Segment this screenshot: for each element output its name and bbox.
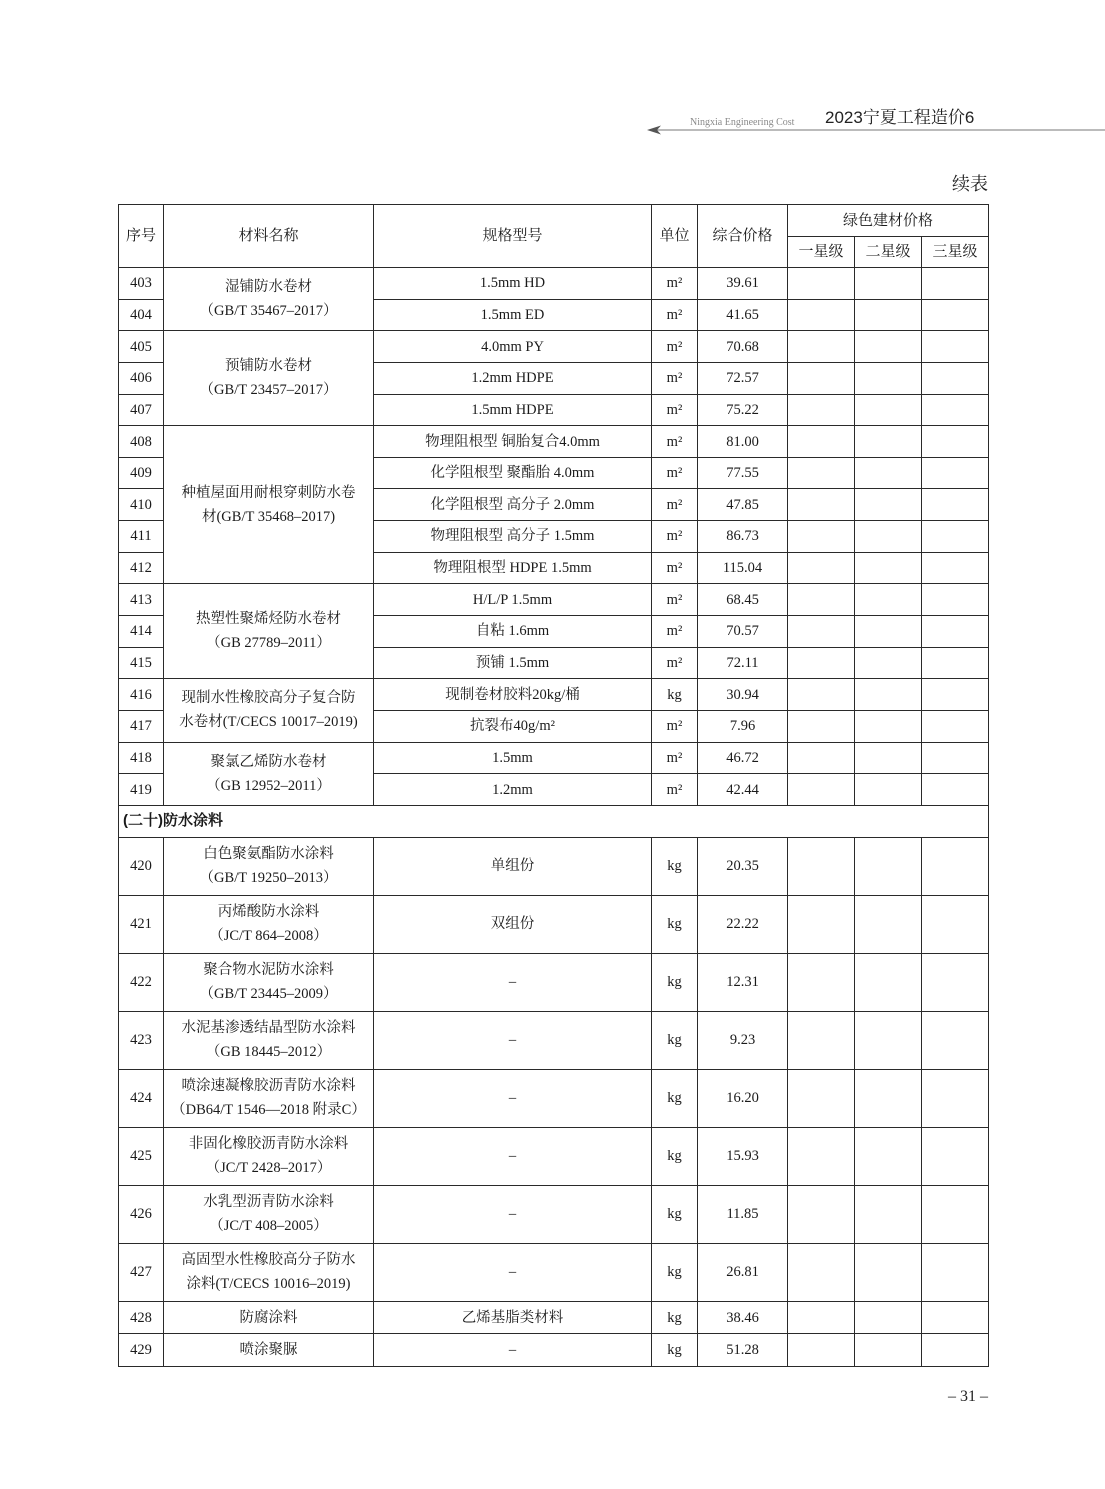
- star3-price-cell: [922, 521, 989, 553]
- price-cell: 115.04: [698, 552, 788, 584]
- material-name-line: （JC/T 2428–2017）: [205, 1160, 332, 1177]
- spec-cell: 抗裂布40g/m²: [374, 710, 652, 742]
- material-name-line: 喷涂速凝橡胶沥青防水涂料: [181, 1078, 356, 1095]
- spec-cell: 自粘 1.6mm: [374, 616, 652, 648]
- row-number-cell: 419: [119, 774, 164, 806]
- material-name-line: 现制水性橡胶高分子复合防: [181, 690, 356, 707]
- material-name-line: 涂料(T/CECS 10016–2019): [186, 1276, 351, 1293]
- star2-price-cell: [855, 1301, 922, 1334]
- col-header-star1: 一星级: [788, 237, 855, 268]
- spec-cell: 预铺 1.5mm: [374, 647, 652, 679]
- spec-cell: 物理阻根型 高分子 1.5mm: [374, 521, 652, 553]
- header-row: [119, 205, 989, 237]
- running-header-english: Ningxia Engineering Cost: [690, 117, 795, 128]
- price-cell: 26.81: [698, 1243, 788, 1301]
- unit-cell: kg: [652, 1243, 698, 1301]
- price-cell: 81.00: [698, 426, 788, 458]
- table-row: [119, 1069, 989, 1127]
- star2-price-cell: [855, 457, 922, 489]
- star1-price-cell: [788, 774, 855, 806]
- material-name-line: 预铺防水卷材: [225, 358, 312, 375]
- col-header-green-price: 绿色建材价格: [788, 205, 989, 237]
- material-name-cell: [164, 426, 374, 584]
- star3-price-cell: [922, 647, 989, 679]
- star2-price-cell: [855, 1243, 922, 1301]
- material-name-cell: [164, 837, 374, 895]
- section-title: (二十)防水涂料: [119, 805, 989, 837]
- material-name-cell: [164, 268, 374, 331]
- table-row: [119, 895, 989, 953]
- row-number-cell: 421: [119, 895, 164, 953]
- material-name-cell: [164, 953, 374, 1011]
- material-name-line: 湿铺防水卷材: [225, 279, 312, 296]
- material-name-line: （GB 12952–2011）: [206, 777, 331, 794]
- material-price-table: [118, 204, 989, 1367]
- star1-price-cell: [788, 710, 855, 742]
- col-header-spec: 规格型号: [374, 205, 652, 268]
- star3-price-cell: [922, 679, 989, 711]
- star3-price-cell: [922, 1127, 989, 1185]
- star3-price-cell: [922, 362, 989, 394]
- spec-cell: 双组份: [374, 895, 652, 953]
- star1-price-cell: [788, 1301, 855, 1334]
- section-row: [119, 805, 989, 837]
- material-name-cell: [164, 1011, 374, 1069]
- star3-price-cell: [922, 489, 989, 521]
- unit-cell: m²: [652, 647, 698, 679]
- running-header-title: 2023宁夏工程造价6: [825, 108, 975, 127]
- material-name-line: （GB/T 23457–2017）: [199, 382, 338, 399]
- spec-cell: 现制卷材胶料20kg/桶: [374, 679, 652, 711]
- row-number-cell: 426: [119, 1185, 164, 1243]
- material-name-cell: [164, 742, 374, 805]
- spec-cell: –: [374, 1069, 652, 1127]
- star1-price-cell: [788, 647, 855, 679]
- price-cell: 46.72: [698, 742, 788, 774]
- price-cell: 72.57: [698, 362, 788, 394]
- row-number-cell: 408: [119, 426, 164, 458]
- price-cell: 70.68: [698, 331, 788, 363]
- star2-price-cell: [855, 1127, 922, 1185]
- unit-cell: kg: [652, 837, 698, 895]
- unit-cell: m²: [652, 457, 698, 489]
- star2-price-cell: [855, 584, 922, 616]
- star2-price-cell: [855, 1185, 922, 1243]
- row-number-cell: 427: [119, 1243, 164, 1301]
- star2-price-cell: [855, 268, 922, 300]
- unit-cell: m²: [652, 331, 698, 363]
- material-name-line: 种植屋面用耐根穿刺防水卷: [181, 484, 356, 501]
- unit-cell: m²: [652, 521, 698, 553]
- table-row: [119, 1185, 989, 1243]
- star1-price-cell: [788, 1334, 855, 1367]
- material-name-line: 聚合物水泥防水涂料: [203, 962, 334, 979]
- price-cell: 38.46: [698, 1301, 788, 1334]
- table-body: [119, 268, 989, 1367]
- star3-price-cell: [922, 394, 989, 426]
- table-row: [119, 837, 989, 895]
- unit-cell: m²: [652, 552, 698, 584]
- star2-price-cell: [855, 1011, 922, 1069]
- material-name-line: （GB 27789–2011）: [206, 635, 331, 652]
- row-number-cell: 420: [119, 837, 164, 895]
- star1-price-cell: [788, 362, 855, 394]
- table-row: [119, 331, 989, 363]
- material-name-cell: [164, 1243, 374, 1301]
- unit-cell: kg: [652, 679, 698, 711]
- unit-cell: m²: [652, 584, 698, 616]
- spec-cell: 化学阻根型 聚酯胎 4.0mm: [374, 457, 652, 489]
- spec-cell: 1.2mm: [374, 774, 652, 806]
- row-number-cell: 413: [119, 584, 164, 616]
- material-name-cell: [164, 1185, 374, 1243]
- star2-price-cell: [855, 774, 922, 806]
- material-name-line: （GB/T 23445–2009）: [199, 986, 338, 1003]
- spec-cell: 1.2mm HDPE: [374, 362, 652, 394]
- row-number-cell: 405: [119, 331, 164, 363]
- row-number-cell: 417: [119, 710, 164, 742]
- row-number-cell: 404: [119, 299, 164, 331]
- spec-cell: 乙烯基脂类材料: [374, 1301, 652, 1334]
- spec-cell: H/L/P 1.5mm: [374, 584, 652, 616]
- star2-price-cell: [855, 742, 922, 774]
- star3-price-cell: [922, 1011, 989, 1069]
- price-cell: 68.45: [698, 584, 788, 616]
- material-name-line: 水乳型沥青防水涂料: [203, 1194, 334, 1211]
- price-cell: 75.22: [698, 394, 788, 426]
- star2-price-cell: [855, 616, 922, 648]
- table-row: [119, 953, 989, 1011]
- row-number-cell: 428: [119, 1301, 164, 1334]
- star3-price-cell: [922, 299, 989, 331]
- material-name-line: 材(GB/T 35468–2017): [201, 508, 336, 525]
- table-row: [119, 1334, 989, 1367]
- star1-price-cell: [788, 457, 855, 489]
- row-number-cell: 411: [119, 521, 164, 553]
- row-number-cell: 418: [119, 742, 164, 774]
- row-number-cell: 415: [119, 647, 164, 679]
- table-row: [119, 1127, 989, 1185]
- star2-price-cell: [855, 489, 922, 521]
- price-cell: 11.85: [698, 1185, 788, 1243]
- star2-price-cell: [855, 299, 922, 331]
- material-name-line: 丙烯酸防水涂料: [217, 904, 320, 921]
- material-name-cell: [164, 331, 374, 426]
- star1-price-cell: [788, 1243, 855, 1301]
- row-number-cell: 429: [119, 1334, 164, 1367]
- col-header-name: 材料名称: [164, 205, 374, 268]
- material-name-line: （GB/T 19250–2013）: [199, 870, 338, 887]
- table-header: [119, 205, 989, 268]
- price-cell: 51.28: [698, 1334, 788, 1367]
- star1-price-cell: [788, 1185, 855, 1243]
- star1-price-cell: [788, 742, 855, 774]
- star3-price-cell: [922, 742, 989, 774]
- continued-label: 续表: [952, 174, 988, 194]
- star1-price-cell: [788, 268, 855, 300]
- star3-price-cell: [922, 426, 989, 458]
- col-header-star3: 三星级: [922, 237, 989, 268]
- star2-price-cell: [855, 521, 922, 553]
- star2-price-cell: [855, 895, 922, 953]
- star2-price-cell: [855, 1334, 922, 1367]
- material-name-line: 非固化橡胶沥青防水涂料: [188, 1136, 349, 1153]
- material-name-line: 聚氯乙烯防水卷材: [210, 753, 327, 770]
- material-name-line: 喷涂聚脲: [239, 1342, 298, 1359]
- spec-cell: 1.5mm HD: [374, 268, 652, 300]
- price-cell: 16.20: [698, 1069, 788, 1127]
- col-header-unit: 单位: [652, 205, 698, 268]
- unit-cell: m²: [652, 299, 698, 331]
- unit-cell: m²: [652, 362, 698, 394]
- unit-cell: kg: [652, 953, 698, 1011]
- unit-cell: m²: [652, 394, 698, 426]
- spec-cell: –: [374, 1185, 652, 1243]
- table-row: [119, 1243, 989, 1301]
- star1-price-cell: [788, 331, 855, 363]
- page-number: – 31 –: [948, 1388, 988, 1405]
- unit-cell: kg: [652, 1334, 698, 1367]
- star3-price-cell: [922, 1243, 989, 1301]
- star2-price-cell: [855, 331, 922, 363]
- row-number-cell: 403: [119, 268, 164, 300]
- material-name-cell: [164, 1069, 374, 1127]
- star3-price-cell: [922, 331, 989, 363]
- star3-price-cell: [922, 1185, 989, 1243]
- unit-cell: m²: [652, 774, 698, 806]
- material-name-cell: [164, 1334, 374, 1367]
- material-name-line: （GB 18445–2012）: [205, 1044, 332, 1061]
- price-cell: 9.23: [698, 1011, 788, 1069]
- star1-price-cell: [788, 394, 855, 426]
- price-cell: 86.73: [698, 521, 788, 553]
- spec-cell: –: [374, 1127, 652, 1185]
- price-cell: 30.94: [698, 679, 788, 711]
- price-cell: 15.93: [698, 1127, 788, 1185]
- star1-price-cell: [788, 837, 855, 895]
- material-name-line: 白色聚氨酯防水涂料: [203, 846, 334, 863]
- spec-cell: 单组份: [374, 837, 652, 895]
- col-header-star2: 二星级: [855, 237, 922, 268]
- row-number-cell: 425: [119, 1127, 164, 1185]
- header-rule-arrow-icon: [0, 0, 1105, 140]
- star3-price-cell: [922, 552, 989, 584]
- unit-cell: kg: [652, 1127, 698, 1185]
- spec-cell: –: [374, 1334, 652, 1367]
- table-row: [119, 426, 989, 458]
- star2-price-cell: [855, 953, 922, 1011]
- star3-price-cell: [922, 268, 989, 300]
- table-row: [119, 679, 989, 711]
- material-name-line: 水泥基渗透结晶型防水涂料: [181, 1020, 356, 1037]
- col-header-no: 序号: [119, 205, 164, 268]
- price-cell: 47.85: [698, 489, 788, 521]
- unit-cell: m²: [652, 489, 698, 521]
- unit-cell: m²: [652, 616, 698, 648]
- row-number-cell: 422: [119, 953, 164, 1011]
- price-cell: 41.65: [698, 299, 788, 331]
- material-name-line: 防腐涂料: [239, 1309, 298, 1326]
- star1-price-cell: [788, 521, 855, 553]
- star2-price-cell: [855, 394, 922, 426]
- row-number-cell: 416: [119, 679, 164, 711]
- table-row: [119, 584, 989, 616]
- price-cell: 72.11: [698, 647, 788, 679]
- table-row: [119, 268, 989, 300]
- price-cell: 7.96: [698, 710, 788, 742]
- star2-price-cell: [855, 362, 922, 394]
- row-number-cell: 424: [119, 1069, 164, 1127]
- star3-price-cell: [922, 710, 989, 742]
- price-cell: 77.55: [698, 457, 788, 489]
- star1-price-cell: [788, 953, 855, 1011]
- star1-price-cell: [788, 584, 855, 616]
- star3-price-cell: [922, 837, 989, 895]
- star1-price-cell: [788, 1011, 855, 1069]
- row-number-cell: 412: [119, 552, 164, 584]
- star3-price-cell: [922, 584, 989, 616]
- row-number-cell: 406: [119, 362, 164, 394]
- material-name-line: （JC/T 408–2005）: [209, 1218, 328, 1235]
- unit-cell: kg: [652, 1185, 698, 1243]
- star1-price-cell: [788, 426, 855, 458]
- star2-price-cell: [855, 710, 922, 742]
- spec-cell: 化学阻根型 高分子 2.0mm: [374, 489, 652, 521]
- material-name-line: （GB/T 35467–2017）: [199, 303, 338, 320]
- star2-price-cell: [855, 647, 922, 679]
- star1-price-cell: [788, 489, 855, 521]
- material-name-line: 热塑性聚烯烃防水卷材: [196, 611, 341, 628]
- spec-cell: –: [374, 1011, 652, 1069]
- star2-price-cell: [855, 679, 922, 711]
- star2-price-cell: [855, 837, 922, 895]
- material-name-line: （DB64/T 1546—2018 附录C）: [171, 1102, 366, 1119]
- material-name-cell: [164, 584, 374, 679]
- spec-cell: 1.5mm ED: [374, 299, 652, 331]
- spec-cell: 物理阻根型 HDPE 1.5mm: [374, 552, 652, 584]
- unit-cell: kg: [652, 895, 698, 953]
- star1-price-cell: [788, 299, 855, 331]
- price-cell: 39.61: [698, 268, 788, 300]
- table-row: [119, 1011, 989, 1069]
- material-name-cell: [164, 679, 374, 742]
- material-name-line: 高固型水性橡胶高分子防水: [181, 1252, 356, 1269]
- star2-price-cell: [855, 552, 922, 584]
- spec-cell: –: [374, 1243, 652, 1301]
- unit-cell: kg: [652, 1069, 698, 1127]
- star3-price-cell: [922, 774, 989, 806]
- star3-price-cell: [922, 953, 989, 1011]
- row-number-cell: 407: [119, 394, 164, 426]
- row-number-cell: 409: [119, 457, 164, 489]
- unit-cell: kg: [652, 1011, 698, 1069]
- row-number-cell: 414: [119, 616, 164, 648]
- star1-price-cell: [788, 552, 855, 584]
- price-cell: 42.44: [698, 774, 788, 806]
- price-cell: 22.22: [698, 895, 788, 953]
- row-number-cell: 410: [119, 489, 164, 521]
- spec-cell: 4.0mm PY: [374, 331, 652, 363]
- material-name-cell: [164, 895, 374, 953]
- material-name-line: （JC/T 864–2008）: [209, 928, 328, 945]
- col-header-price: 综合价格: [698, 205, 788, 268]
- star3-price-cell: [922, 457, 989, 489]
- star1-price-cell: [788, 679, 855, 711]
- price-cell: 70.57: [698, 616, 788, 648]
- price-cell: 12.31: [698, 953, 788, 1011]
- star1-price-cell: [788, 1127, 855, 1185]
- star1-price-cell: [788, 616, 855, 648]
- spec-cell: 1.5mm: [374, 742, 652, 774]
- star1-price-cell: [788, 1069, 855, 1127]
- spec-cell: 1.5mm HDPE: [374, 394, 652, 426]
- table-row: [119, 742, 989, 774]
- star2-price-cell: [855, 1069, 922, 1127]
- row-number-cell: 423: [119, 1011, 164, 1069]
- material-name-cell: [164, 1301, 374, 1334]
- material-name-cell: [164, 1127, 374, 1185]
- star3-price-cell: [922, 616, 989, 648]
- unit-cell: kg: [652, 1301, 698, 1334]
- star3-price-cell: [922, 1301, 989, 1334]
- unit-cell: m²: [652, 426, 698, 458]
- star2-price-cell: [855, 426, 922, 458]
- unit-cell: m²: [652, 742, 698, 774]
- spec-cell: –: [374, 953, 652, 1011]
- table-row: [119, 1301, 989, 1334]
- unit-cell: m²: [652, 710, 698, 742]
- price-cell: 20.35: [698, 837, 788, 895]
- material-name-line: 水卷材(T/CECS 10017–2019): [179, 714, 358, 731]
- spec-cell: 物理阻根型 铜胎复合4.0mm: [374, 426, 652, 458]
- star3-price-cell: [922, 1334, 989, 1367]
- star3-price-cell: [922, 1069, 989, 1127]
- star1-price-cell: [788, 895, 855, 953]
- unit-cell: m²: [652, 268, 698, 300]
- star3-price-cell: [922, 895, 989, 953]
